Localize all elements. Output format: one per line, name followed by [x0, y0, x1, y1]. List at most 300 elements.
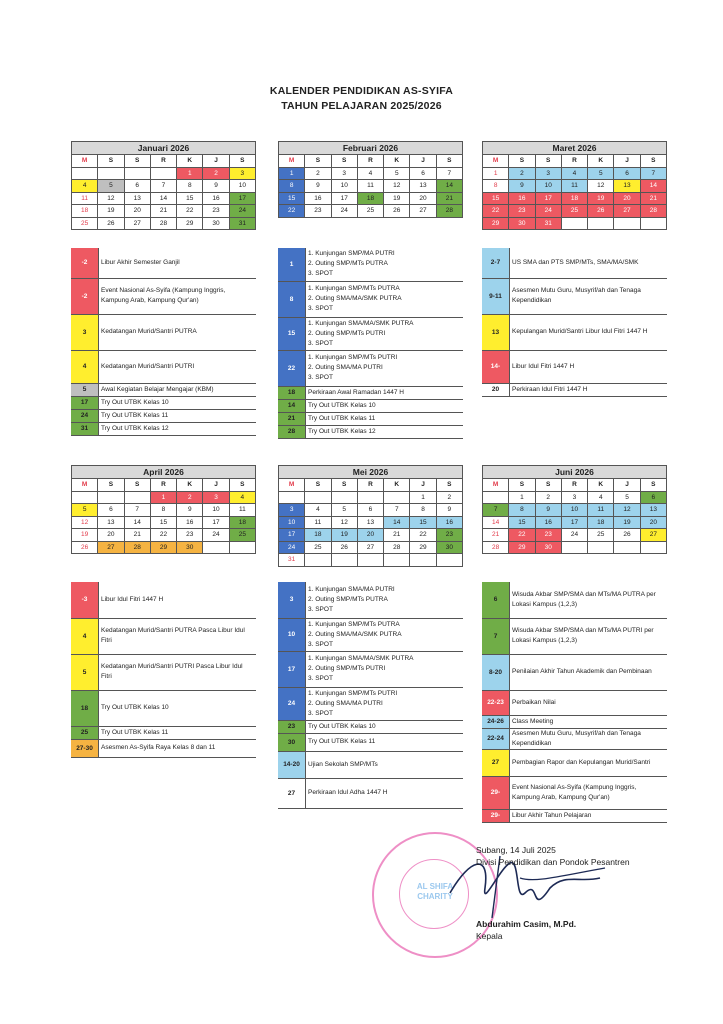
calendar-day: 18: [305, 529, 331, 542]
event-row: [278, 618, 463, 651]
event-description: 1. Kunjungan SMP/MA PUTRI 2. Outing SMP/MTs PUTRA 3. SPOT: [306, 248, 464, 281]
calendar-day: [384, 554, 410, 567]
calendar-day: 29: [410, 541, 436, 554]
day-header: J: [410, 155, 436, 168]
event-description: Kedatangan Murid/Santri PUTRA: [99, 314, 257, 350]
calendar-day: 11: [72, 192, 98, 205]
event-date: 24: [278, 687, 306, 720]
event-row: [482, 749, 667, 776]
calendar-day: 11: [561, 180, 587, 193]
event-row: [278, 412, 463, 425]
calendar-day: 28: [150, 217, 176, 230]
calendar-day: 16: [305, 192, 331, 205]
day-header: J: [203, 479, 229, 492]
calendar-day: 2: [436, 491, 462, 504]
event-date: 14: [278, 399, 306, 412]
event-row: [278, 386, 463, 399]
calendar-day: 21: [640, 192, 666, 205]
calendar-day: 7: [150, 180, 176, 193]
calendar-day: 9: [436, 504, 462, 517]
calendar-day: 7: [384, 504, 410, 517]
event-date: 8: [278, 281, 306, 317]
event-description: Wisuda Akbar SMP/SMA dan MTs/MA PUTRI per Lokasi Kampus (1,2,3): [510, 618, 668, 654]
event-date: -3: [71, 582, 99, 618]
calendar-day: [436, 554, 462, 567]
event-description: Try Out UTBK Kelas 10: [306, 720, 464, 733]
calendar-day: 21: [436, 192, 462, 205]
month-name: Juni 2026: [483, 466, 667, 479]
month-event-list: [278, 248, 463, 439]
calendar-day: 4: [305, 504, 331, 517]
event-date: 14-: [482, 350, 510, 383]
calendar-day: [640, 541, 666, 554]
event-date: 22: [278, 350, 306, 386]
calendar-day: 20: [640, 516, 666, 529]
calendar-day: 2: [203, 167, 229, 180]
event-row: [278, 733, 463, 751]
calendar-day: [483, 491, 509, 504]
calendar-day: 15: [150, 516, 176, 529]
calendar-day: 29: [150, 541, 176, 554]
event-description: Libur Idul Fitri 1447 H: [99, 582, 257, 618]
event-date: 5: [71, 383, 99, 396]
event-description: Try Out UTBK Kelas 11: [99, 726, 257, 739]
calendar-day: 22: [279, 205, 305, 218]
event-description: Libur Idul Fitri 1447 H: [510, 350, 668, 383]
calendar-day: 19: [331, 529, 357, 542]
event-date: 22-24: [482, 728, 510, 749]
calendar-day: 3: [331, 167, 357, 180]
calendar-day: 1: [483, 167, 509, 180]
calendar-day: 27: [410, 205, 436, 218]
event-date: 3: [278, 582, 306, 618]
day-header: J: [614, 479, 640, 492]
month-name: Januari 2026: [72, 142, 256, 155]
calendar-day: 31: [279, 554, 305, 567]
calendar-day: 26: [72, 541, 98, 554]
calendar-day: 25: [229, 529, 255, 542]
calendar-day: 14: [436, 180, 462, 193]
calendar-day: [614, 217, 640, 230]
calendar-day: 9: [177, 504, 203, 517]
event-row: [482, 278, 667, 314]
calendar-day: 7: [436, 167, 462, 180]
day-header: S: [535, 155, 561, 168]
event-row: [278, 425, 463, 438]
event-description: Penilaian Akhir Tahun Akademik dan Pembinaan: [510, 654, 668, 690]
calendar-day: 21: [384, 529, 410, 542]
calendar-day: 29: [177, 217, 203, 230]
event-date: 24-26: [482, 715, 510, 728]
calendar-day: 27: [614, 205, 640, 218]
calendar-day: [279, 491, 305, 504]
calendar-day: 19: [384, 192, 410, 205]
month-calendar: [71, 141, 256, 230]
calendar-day: 7: [483, 504, 509, 517]
day-header: K: [384, 155, 410, 168]
event-date: 5: [71, 654, 99, 690]
event-row: [71, 618, 256, 654]
calendar-day: 17: [279, 529, 305, 542]
calendar-day: 22: [509, 529, 535, 542]
month-event-list: [278, 582, 463, 809]
calendar-day: 4: [72, 180, 98, 193]
event-date: 29-: [482, 809, 510, 822]
calendar-day: 6: [124, 180, 150, 193]
calendar-day: 24: [203, 529, 229, 542]
calendar-day: 9: [305, 180, 331, 193]
calendar-day: [203, 541, 229, 554]
event-row: [71, 690, 256, 726]
calendar-day: 25: [561, 205, 587, 218]
event-description: Wisuda Akbar SMP/SMA dan MTs/MA PUTRA per Lokasi Kampus (1,2,3): [510, 582, 668, 618]
calendar-day: 20: [410, 192, 436, 205]
event-description: Try Out UTBK Kelas 11: [99, 409, 257, 422]
calendar-day: 17: [203, 516, 229, 529]
calendar-day: 8: [410, 504, 436, 517]
event-description: Try Out UTBK Kelas 12: [306, 425, 464, 438]
event-description: Perkiraan Awal Ramadan 1447 H: [306, 386, 464, 399]
calendar-day: 19: [614, 516, 640, 529]
calendar-day: 4: [229, 491, 255, 504]
event-description: Kepulangan Murid/Santri Libur Idul Fitri 1447 H: [510, 314, 668, 350]
calendar-day: 26: [588, 205, 614, 218]
calendar-day: 5: [72, 504, 98, 517]
day-header: M: [483, 479, 509, 492]
event-row: [278, 778, 463, 808]
calendar-day: 25: [72, 217, 98, 230]
calendar-day: 31: [229, 217, 255, 230]
calendar-day: 17: [229, 192, 255, 205]
page-subtitle: TAHUN PELAJARAN 2025/2026: [281, 100, 442, 112]
day-header: S: [509, 479, 535, 492]
event-row: [482, 618, 667, 654]
event-date: 17: [71, 396, 99, 409]
event-description: Perkiraan Idul Adha 1447 H: [306, 778, 464, 808]
event-date: 18: [71, 690, 99, 726]
event-description: 1. Kunjungan SMA/MA/SMK PUTRA 2. Outing SMP/MTs PUTRI 3. SPOT: [306, 317, 464, 350]
signature-role: Kepala: [476, 931, 503, 941]
calendar-day: 5: [331, 504, 357, 517]
calendar-day: 17: [331, 192, 357, 205]
calendar-day: 18: [357, 192, 383, 205]
day-header: S: [124, 479, 150, 492]
calendar-day: 19: [72, 529, 98, 542]
calendar-day: 10: [203, 504, 229, 517]
event-description: Try Out UTBK Kelas 11: [306, 412, 464, 425]
event-row: [278, 281, 463, 317]
calendar-day: 24: [535, 205, 561, 218]
calendar-day: 25: [588, 529, 614, 542]
calendar-day: [229, 541, 255, 554]
day-header: K: [177, 479, 203, 492]
event-row: [71, 582, 256, 618]
calendar-day: 11: [305, 516, 331, 529]
signature-division: Divisi Pendidikan dan Pondok Pesantren: [476, 857, 630, 867]
calendar-day: 26: [384, 205, 410, 218]
calendar-day: 20: [124, 205, 150, 218]
calendar-day: 27: [124, 217, 150, 230]
event-date: -2: [71, 248, 99, 278]
event-date: 3: [71, 314, 99, 350]
calendar-day: [72, 167, 98, 180]
calendar-day: 22: [483, 205, 509, 218]
event-row: [482, 582, 667, 618]
event-row: [71, 396, 256, 409]
event-description: Kedatangan Murid/Santri PUTRI Pasca Libur Idul Fitri: [99, 654, 257, 690]
month-calendar: [71, 465, 256, 554]
event-row: [482, 654, 667, 690]
event-row: [278, 751, 463, 778]
calendar-day: 1: [279, 167, 305, 180]
calendar-day: 7: [124, 504, 150, 517]
event-description: 1. Kunjungan SMP/MTs PUTRA 2. Outing SMA/MA/SMK PUTRA 3. SPOT: [306, 281, 464, 317]
calendar-day: 14: [124, 516, 150, 529]
event-row: [71, 350, 256, 383]
event-description: 1. Kunjungan SMA/MA PUTRI 2. Outing SMP/MTs PUTRA 3. SPOT: [306, 582, 464, 618]
calendar-day: 12: [384, 180, 410, 193]
event-description: Kedatangan Murid/Santri PUTRA Pasca Libur Idul Fitri: [99, 618, 257, 654]
calendar-day: 13: [614, 180, 640, 193]
calendar-day: 12: [72, 516, 98, 529]
event-date: 13: [482, 314, 510, 350]
calendar-day: 30: [177, 541, 203, 554]
event-date: 10: [278, 618, 306, 651]
month-name: April 2026: [72, 466, 256, 479]
day-header: R: [561, 155, 587, 168]
calendar-day: 13: [640, 504, 666, 517]
calendar-day: 17: [561, 516, 587, 529]
event-row: [278, 687, 463, 720]
calendar-day: 4: [588, 491, 614, 504]
event-row: [71, 248, 256, 278]
event-row: [278, 720, 463, 733]
calendar-day: 16: [203, 192, 229, 205]
calendar-day: 27: [357, 541, 383, 554]
calendar-day: [561, 541, 587, 554]
day-header: R: [357, 479, 383, 492]
event-date: 31: [71, 422, 99, 435]
calendar-day: 13: [357, 516, 383, 529]
day-header: J: [614, 155, 640, 168]
event-date: 29-: [482, 776, 510, 809]
calendar-day: [614, 541, 640, 554]
calendar-day: 1: [150, 491, 176, 504]
calendar-day: 9: [535, 504, 561, 517]
calendar-day: 18: [561, 192, 587, 205]
event-description: Perbaikan Nilai: [510, 690, 668, 715]
calendar-day: 20: [98, 529, 124, 542]
event-row: [278, 651, 463, 687]
calendar-day: 14: [640, 180, 666, 193]
event-date: 9-11: [482, 278, 510, 314]
calendar-day: 23: [203, 205, 229, 218]
event-date: 24: [71, 409, 99, 422]
calendar-day: 29: [483, 217, 509, 230]
day-header: K: [177, 155, 203, 168]
event-description: Kedatangan Murid/Santri PUTRI: [99, 350, 257, 383]
calendar-day: 5: [98, 180, 124, 193]
day-header: M: [279, 479, 305, 492]
event-description: Event Nasional As-Syifa (Kampung Inggris, Kampung Arab, Kampung Qur'an): [510, 776, 668, 809]
day-header: S: [331, 155, 357, 168]
calendar-day: 18: [588, 516, 614, 529]
event-date: 2-7: [482, 248, 510, 278]
day-header: M: [72, 479, 98, 492]
event-date: 23: [278, 720, 306, 733]
calendar-day: 26: [98, 217, 124, 230]
month-event-list: [482, 582, 667, 823]
event-description: Asesmen Mutu Guru, Musyrif/ah dan Tenaga Kependidikan: [510, 278, 668, 314]
calendar-day: 13: [124, 192, 150, 205]
day-header: R: [357, 155, 383, 168]
signature-place-date: Subang, 14 Juli 2025: [476, 845, 556, 855]
calendar-day: [150, 167, 176, 180]
event-row: [278, 399, 463, 412]
event-row: [71, 726, 256, 739]
calendar-day: 30: [509, 217, 535, 230]
calendar-day: 5: [384, 167, 410, 180]
event-description: Asesmen Mutu Guru, Musyrif/ah dan Tenaga Kependidikan: [510, 728, 668, 749]
event-row: [482, 350, 667, 383]
event-row: [482, 690, 667, 715]
calendar-day: 15: [177, 192, 203, 205]
calendar-day: 29: [509, 541, 535, 554]
calendar-day: 28: [384, 541, 410, 554]
day-header: K: [588, 155, 614, 168]
day-header: K: [384, 479, 410, 492]
event-row: [482, 314, 667, 350]
calendar-day: 5: [614, 491, 640, 504]
month-calendar: [278, 465, 463, 567]
page-title: KALENDER PENDIDIKAN AS-SYIFA: [269, 85, 454, 97]
day-header: S: [124, 155, 150, 168]
day-header: S: [509, 155, 535, 168]
calendar-day: 31: [535, 217, 561, 230]
calendar-day: 5: [588, 167, 614, 180]
calendar-day: 21: [124, 529, 150, 542]
calendar-day: 12: [98, 192, 124, 205]
event-row: [71, 314, 256, 350]
calendar-day: 1: [410, 491, 436, 504]
event-date: 30: [278, 733, 306, 751]
event-date: 27-30: [71, 739, 99, 757]
calendar-day: 20: [614, 192, 640, 205]
calendar-day: 16: [436, 516, 462, 529]
calendar-day: 13: [98, 516, 124, 529]
event-date: 14-20: [278, 751, 306, 778]
calendar-day: 17: [535, 192, 561, 205]
event-row: [278, 248, 463, 281]
calendar-day: [384, 491, 410, 504]
calendar-day: 23: [509, 205, 535, 218]
month-event-list: [71, 248, 256, 436]
event-date: 20: [482, 383, 510, 396]
event-date: 6: [482, 582, 510, 618]
calendar-day: 15: [279, 192, 305, 205]
event-date: 27: [278, 778, 306, 808]
day-header: S: [229, 155, 255, 168]
calendar-day: 7: [640, 167, 666, 180]
event-description: Try Out UTBK Kelas 10: [99, 396, 257, 409]
event-description: Try Out UTBK Kelas 12: [99, 422, 257, 435]
calendar-day: 2: [305, 167, 331, 180]
event-row: [482, 248, 667, 278]
event-date: 15: [278, 317, 306, 350]
day-header: S: [229, 479, 255, 492]
calendar-day: 28: [483, 541, 509, 554]
calendar-day: 15: [509, 516, 535, 529]
event-description: Class Meeting: [510, 715, 668, 728]
event-description: Try Out UTBK Kelas 11: [306, 733, 464, 751]
calendar-day: [331, 491, 357, 504]
event-date: 18: [278, 386, 306, 399]
day-header: R: [561, 479, 587, 492]
day-header: S: [640, 155, 666, 168]
calendar-day: 3: [561, 491, 587, 504]
event-date: -2: [71, 278, 99, 314]
calendar-day: [561, 217, 587, 230]
event-description: Event Nasional As-Syifa (Kampung Inggris, Kampung Arab, Kampung Qur'an): [99, 278, 257, 314]
event-row: [278, 350, 463, 386]
event-date: 22-23: [482, 690, 510, 715]
calendar-day: 9: [203, 180, 229, 193]
calendar-day: 10: [331, 180, 357, 193]
month-name: Maret 2026: [483, 142, 667, 155]
month-calendar: [278, 141, 463, 218]
calendar-day: 21: [483, 529, 509, 542]
event-row: [278, 582, 463, 618]
calendar-day: 6: [614, 167, 640, 180]
calendar-day: 10: [535, 180, 561, 193]
calendar-day: 14: [150, 192, 176, 205]
event-row: [482, 776, 667, 809]
calendar-day: 27: [98, 541, 124, 554]
calendar-day: 28: [124, 541, 150, 554]
event-date: 25: [71, 726, 99, 739]
stamp-center-line-2: CHARITY: [417, 892, 453, 901]
event-date: 28: [278, 425, 306, 438]
event-row: [482, 383, 667, 396]
event-date: 4: [71, 618, 99, 654]
event-description: US SMA dan PTS SMP/MTs, SMA/MA/SMK: [510, 248, 668, 278]
calendar-day: 19: [98, 205, 124, 218]
calendar-day: 11: [229, 504, 255, 517]
calendar-day: [357, 491, 383, 504]
calendar-day: 2: [509, 167, 535, 180]
calendar-day: 8: [509, 504, 535, 517]
calendar-day: 16: [509, 192, 535, 205]
calendar-day: 6: [357, 504, 383, 517]
event-date: 8-20: [482, 654, 510, 690]
calendar-day: 23: [305, 205, 331, 218]
event-date: 17: [278, 651, 306, 687]
event-row: [71, 409, 256, 422]
event-description: Asesmen As-Syifa Raya Kelas 8 dan 11: [99, 739, 257, 757]
day-header: S: [98, 479, 124, 492]
calendar-day: 30: [436, 541, 462, 554]
event-description: 1. Kunjungan SMP/MTs PUTRA 2. Outing SMA/MA/SMK PUTRA 3. SPOT: [306, 618, 464, 651]
day-header: J: [410, 479, 436, 492]
calendar-day: 1: [177, 167, 203, 180]
day-header: M: [483, 155, 509, 168]
calendar-day: [72, 491, 98, 504]
event-date: 1: [278, 248, 306, 281]
calendar-day: 3: [229, 167, 255, 180]
event-row: [278, 317, 463, 350]
calendar-day: 3: [279, 504, 305, 517]
event-description: Awal Kegiatan Belajar Mengajar (KBM): [99, 383, 257, 396]
